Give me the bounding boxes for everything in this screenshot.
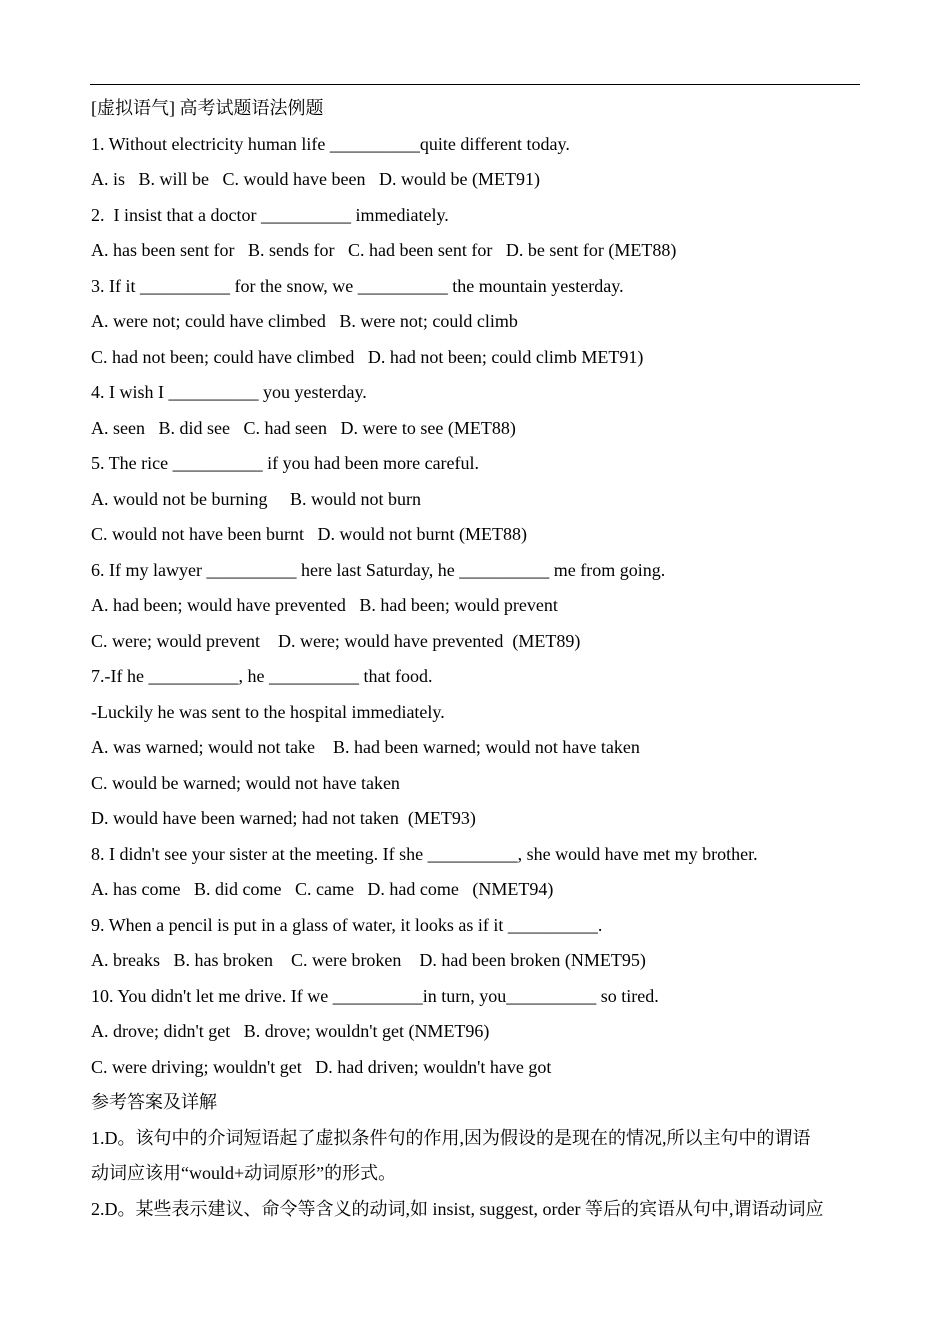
- question-5-options-ab: A. would not be burning B. would not burn: [91, 488, 421, 509]
- question-10-options-ab: A. drove; didn't get B. drove; wouldn't get (NMET96): [91, 1021, 490, 1041]
- question-5: 5. The rice __________ if you had been more careful.: [91, 453, 480, 473]
- question-8-options: A. has come B. did come C. came D. had come (NMET94): [91, 879, 554, 899]
- question-1: 1. Without electricity human life __________quite different today.: [91, 133, 570, 154]
- question-7-reply: -Luckily he was sent to the hospital immediately.: [91, 701, 445, 722]
- question-6-options-cd: C. were; would prevent D. were; would have prevented (MET89): [91, 630, 581, 651]
- answers-heading: 参考答案及详解: [91, 1092, 217, 1112]
- question-1-options: A. is B. will be C. would have been D. would be (MET91): [91, 169, 540, 189]
- question-8: 8. I didn't see your sister at the meeting. If she __________, she would have met my brother.: [91, 843, 758, 864]
- answer-1-line-2: 动词应该用“would+动词原形”的形式。: [91, 1163, 397, 1183]
- question-10: 10. You didn't let me drive. If we __________in turn, you__________ so tired.: [91, 985, 659, 1006]
- question-2: 2. I insist that a doctor __________ immediately.: [91, 204, 449, 225]
- question-4: 4. I wish I __________ you yesterday.: [91, 382, 367, 402]
- question-7: 7.-If he __________, he __________ that food.: [91, 666, 433, 686]
- question-7-options-ab: A. was warned; would not take B. had been warned; would not have taken: [91, 737, 640, 757]
- question-9: 9. When a pencil is put in a glass of water, it looks as if it __________.: [91, 914, 603, 935]
- question-2-options: A. has been sent for B. sends for C. had been sent for D. be sent for (MET88): [91, 240, 677, 260]
- question-7-option-d: D. would have been warned; had not taken (MET93): [91, 808, 476, 828]
- question-9-options: A. breaks B. has broken C. were broken D. had been broken (NMET95): [91, 950, 646, 970]
- question-4-options: A. seen B. did see C. had seen D. were to see (MET88): [91, 417, 516, 438]
- answer-2-line-1: 2.D。某些表示建议、命令等含义的动词,如 insist, suggest, order 等后的宾语从句中,谓语动词应: [91, 1198, 824, 1219]
- section-heading: [虚拟语气] 高考试题语法例题: [91, 98, 324, 118]
- question-5-options-cd: C. would not have been burnt D. would not burnt (MET88): [91, 524, 527, 544]
- question-10-options-cd: C. were driving; wouldn't get D. had driven; wouldn't have got: [91, 1056, 552, 1077]
- header-rule: [90, 84, 860, 85]
- question-6-options-ab: A. had been; would have prevented B. had been; would prevent: [91, 595, 558, 615]
- question-7-option-c: C. would be warned; would not have taken: [91, 772, 400, 793]
- answer-1-line-1: 1.D。该句中的介词短语起了虚拟条件句的作用,因为假设的是现在的情况,所以主句中的谓语: [91, 1127, 811, 1148]
- question-3-options-ab: A. were not; could have climbed B. were not; could climb: [91, 311, 518, 331]
- question-6: 6. If my lawyer __________ here last Saturday, he __________ me from going.: [91, 559, 666, 580]
- question-3-options-cd: C. had not been; could have climbed D. had not been; could climb MET91): [91, 346, 644, 367]
- question-3: 3. If it __________ for the snow, we __________ the mountain yesterday.: [91, 275, 624, 296]
- document-body: [91, 91, 861, 1227]
